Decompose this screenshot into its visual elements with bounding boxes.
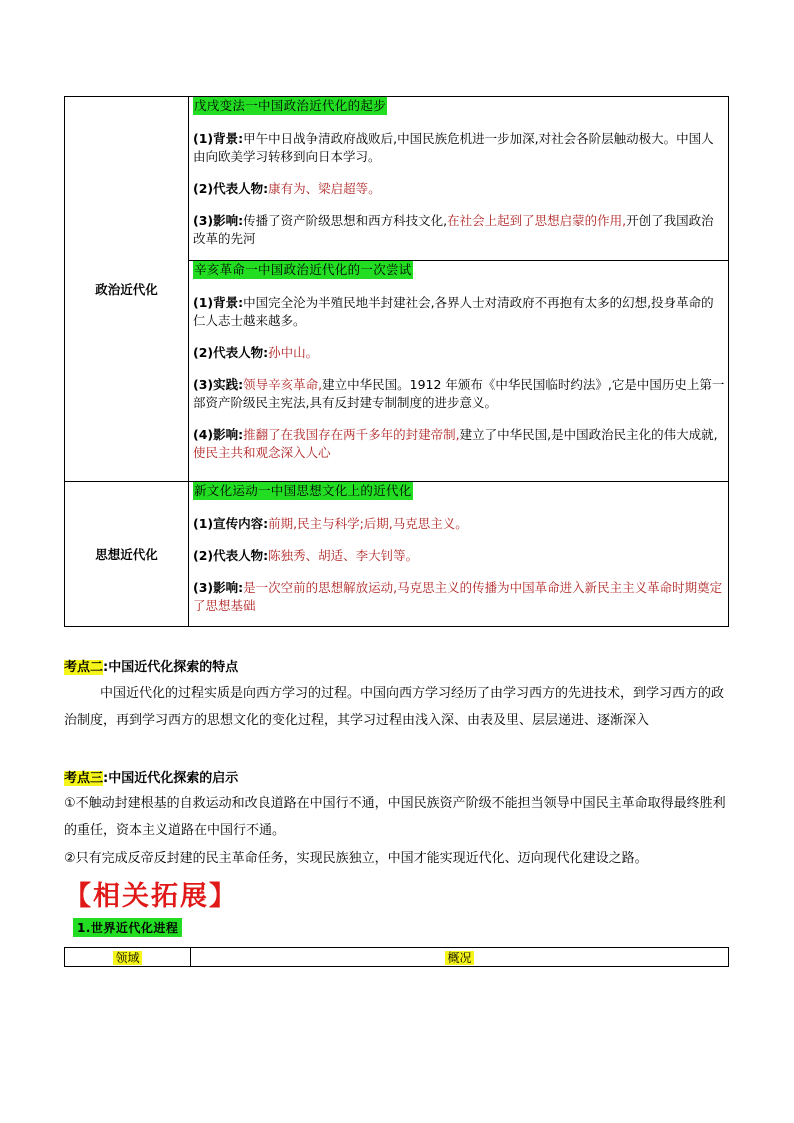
xinwenhua-cell [189, 482, 729, 627]
kaodian3-item2: ②只有完成反帝反封建的民主革命任务，实现民族独立，中国才能实现近代化、迈向现代化建设之路。 [64, 851, 648, 866]
related-subtitle: 1.世界近代化进程 [73, 918, 182, 937]
col-domain-header: 领域 [65, 948, 191, 967]
kaodian3-heading [64, 767, 238, 786]
wuxu-heading: 戊戌变法一中国政治近代化的起步 [194, 98, 387, 113]
kaodian2-text: 中国近代化的过程实质是向西方学习的过程。中国向西方学习经历了由学习西方的先进技术，到学习西方的政治制度，再到学习西方的思想文化的变化过程，其学习过程由浅入深、由表及里、层层递进、逐渐深入 [64, 686, 725, 728]
xinhai-cell [189, 261, 729, 482]
wuxu-background: (1)背景:甲午中日战争清政府战败后,中国民族危机进一步加深,对社会各阶层触动极大。中国人由向欧美学习转移到向日本学习。 [193, 131, 714, 164]
col-overview-header: 概况 [191, 948, 729, 967]
xinhai-heading: 辛亥革命一中国政治近代化的一次尝试 [194, 262, 412, 277]
kaodian3-tag: 考点三 [64, 771, 104, 786]
related-title: 【相关拓展】 [64, 881, 238, 912]
kaodian3-item1: ①不触动封建根基的自救运动和改良道路在中国行不通，中国民族资产阶级不能担当领导中国民主革命取得最终胜利的重任，资本主义道路在中国行不通。 [64, 796, 726, 838]
xinwenhua-propaganda: (1)宣传内容:前期,民主与科学;后期,马克思主义。 [193, 516, 468, 531]
kaodian2-tag: 考点二 [64, 660, 104, 675]
world-modernization-table [64, 947, 729, 967]
wuxu-cell [189, 97, 729, 261]
xinhai-background: (1)背景:中国完全沦为半殖民地半封建社会,各界人士对清政府不再抱有太多的幻想,投身革命的仁人志士越来越多。 [193, 295, 714, 328]
xinwenhua-influence: (3)影响:是一次空前的思想解放运动,马克思主义的传播为中国革命进入新民主主义革命时期奠定了思想基础 [193, 580, 723, 613]
kaodian2-heading [64, 656, 238, 675]
xinwenhua-heading: 新文化运动一中国思想文化上的近代化 [194, 483, 412, 498]
modernization-table [64, 96, 729, 627]
kaodian3-title: :中国近代化探索的启示 [103, 771, 239, 786]
xinhai-representatives: (2)代表人物:孙中山。 [193, 345, 319, 360]
political-label: 政治近代化 [65, 97, 189, 482]
xinhai-practice: (3)实践:领导辛亥革命,建立中华民国。1912 年颁布《中华民国临时约法》,它是中国历史上第一部资产阶级民主宪法,具有反封建专制制度的进步意义。 [193, 377, 725, 410]
xinhai-influence: (4)影响:推翻了在我国存在两千多年的封建帝制,建立了中华民国,是中国政治民主化的伟大成就,使民主共和观念深入人心 [193, 427, 718, 460]
kaodian2-title: :中国近代化探索的特点 [103, 660, 239, 675]
thought-label: 思想近代化 [65, 482, 189, 627]
wuxu-influence: (3)影响:传播了资产阶级思想和西方科技文化,在社会上起到了思想启蒙的作用,开创了我国政治改革的先河 [193, 213, 714, 246]
xinwenhua-representatives: (2)代表人物:陈独秀、胡适、李大钊等。 [193, 548, 419, 563]
wuxu-representatives: (2)代表人物:康有为、梁启超等。 [193, 181, 381, 196]
